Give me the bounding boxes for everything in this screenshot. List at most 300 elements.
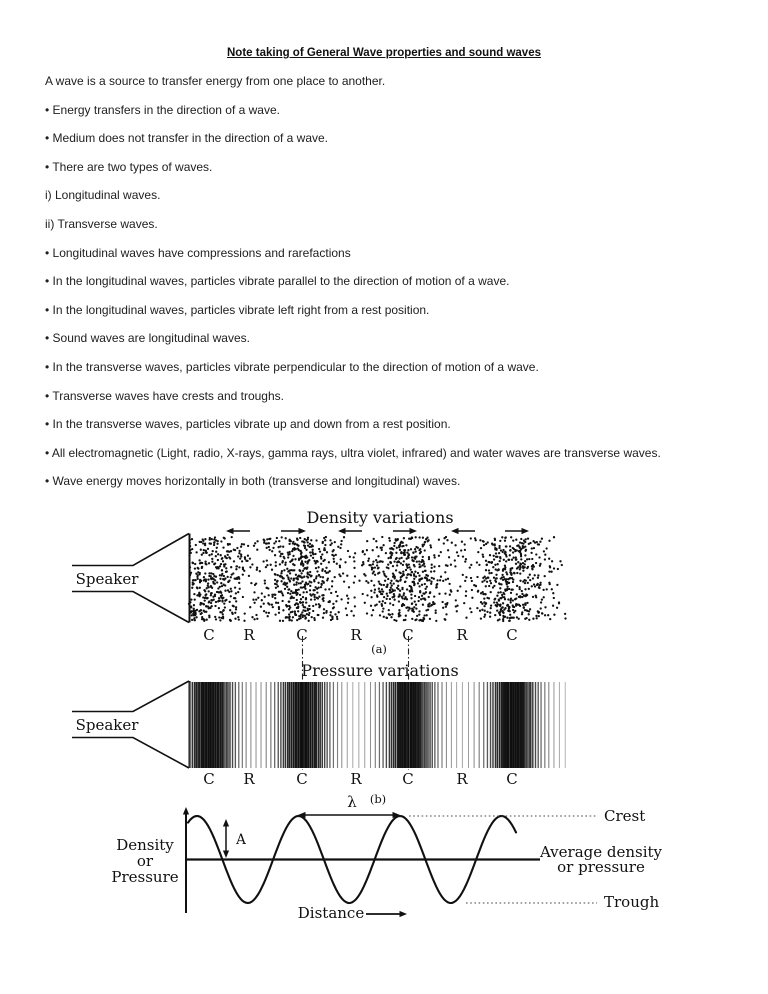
dot — [491, 561, 493, 563]
dot — [268, 542, 270, 544]
dot — [474, 537, 476, 539]
dot — [395, 558, 397, 560]
dot — [398, 557, 400, 559]
dot — [505, 545, 507, 547]
dot — [208, 601, 210, 603]
dot — [199, 587, 201, 589]
dot — [476, 607, 478, 609]
dot — [418, 596, 420, 598]
dot — [506, 604, 508, 606]
dot — [275, 540, 277, 542]
dot — [493, 558, 495, 560]
figure-b-label: (b) — [369, 792, 387, 806]
dot — [413, 606, 415, 608]
dot — [557, 568, 559, 570]
dot — [454, 559, 456, 561]
dot — [395, 539, 397, 541]
notes-list — [45, 67, 740, 496]
dot — [198, 559, 200, 561]
dot — [320, 586, 322, 588]
dot — [410, 568, 412, 570]
dot — [286, 574, 288, 576]
dot — [235, 606, 237, 608]
dot — [504, 568, 506, 570]
dot — [193, 604, 195, 606]
dot — [322, 594, 324, 596]
dot — [505, 582, 507, 584]
dot — [499, 604, 501, 606]
dot — [311, 616, 313, 618]
dot — [282, 609, 284, 611]
dot — [401, 604, 403, 606]
dot — [332, 603, 334, 605]
dot — [282, 620, 284, 622]
dot — [413, 575, 415, 577]
dot — [219, 578, 221, 580]
dot — [350, 610, 352, 612]
dot — [385, 575, 387, 577]
dot — [515, 604, 517, 606]
dot — [392, 572, 394, 574]
dot — [284, 588, 286, 590]
dot — [371, 614, 373, 616]
dot — [235, 592, 237, 594]
dot — [310, 554, 312, 556]
dot — [302, 570, 304, 572]
note-line: • Wave energy moves horizontally in both (transverse and longitudinal) waves. — [45, 474, 461, 489]
dot — [418, 566, 420, 568]
dot — [402, 573, 404, 575]
dot — [526, 558, 528, 560]
dot — [522, 562, 524, 564]
dot — [406, 598, 408, 600]
dot — [223, 565, 225, 567]
dot — [224, 590, 226, 592]
dot — [446, 602, 448, 604]
dot — [512, 581, 514, 583]
dot — [403, 554, 405, 556]
dot — [498, 599, 500, 601]
dot — [368, 564, 370, 566]
dot — [222, 613, 224, 615]
dot — [510, 536, 512, 538]
dot — [411, 590, 413, 592]
dot — [354, 575, 356, 577]
dot — [403, 552, 405, 554]
dot — [382, 571, 384, 573]
dot — [263, 603, 265, 605]
dot — [262, 560, 264, 562]
dot — [276, 537, 278, 539]
dot — [373, 538, 375, 540]
dot — [451, 542, 453, 544]
dot — [424, 583, 426, 585]
dot — [390, 616, 392, 618]
dot — [338, 573, 340, 575]
dot — [282, 594, 284, 596]
dot — [477, 590, 479, 592]
dot — [464, 543, 466, 545]
dot — [418, 575, 420, 577]
dot — [268, 546, 270, 548]
dot — [211, 587, 213, 589]
dot — [201, 562, 203, 564]
dot — [315, 577, 317, 579]
dot — [220, 592, 222, 594]
dot — [230, 588, 232, 590]
dot — [296, 581, 298, 583]
dot — [297, 610, 299, 612]
dot — [372, 563, 374, 565]
dot — [192, 583, 194, 585]
dot — [422, 544, 424, 546]
dot — [390, 580, 392, 582]
dot — [331, 580, 333, 582]
dot — [418, 610, 420, 612]
dot — [323, 612, 325, 614]
dot — [411, 571, 413, 573]
dot — [216, 591, 218, 593]
dot — [296, 619, 298, 621]
dot — [189, 545, 191, 547]
dot — [391, 584, 393, 586]
dot — [503, 559, 505, 561]
note-line: ii) Transverse waves. — [45, 216, 158, 231]
dot — [510, 592, 512, 594]
dot — [442, 607, 444, 609]
dot — [340, 598, 342, 600]
dot — [487, 577, 489, 579]
dot — [242, 573, 244, 575]
dot — [495, 581, 497, 583]
dot — [504, 551, 506, 553]
dot — [336, 616, 338, 618]
dot — [308, 620, 310, 622]
dot — [239, 557, 241, 559]
dot — [463, 602, 465, 604]
dot — [424, 541, 426, 543]
dot — [521, 593, 523, 595]
dot — [417, 547, 419, 549]
dot — [415, 618, 417, 620]
dot — [307, 537, 309, 539]
dot — [238, 566, 240, 568]
dot — [527, 576, 529, 578]
dot — [236, 578, 238, 580]
dot — [551, 588, 553, 590]
dot — [389, 540, 391, 542]
dot — [299, 537, 301, 539]
dot — [346, 575, 348, 577]
dot — [543, 550, 545, 552]
dot — [195, 551, 197, 553]
dot — [373, 591, 375, 593]
dot — [292, 541, 294, 543]
speaker-horn-top-line — [72, 681, 189, 712]
dot — [410, 587, 412, 589]
dot — [217, 559, 219, 561]
dot — [411, 556, 413, 558]
dot — [418, 585, 420, 587]
dot — [353, 556, 355, 558]
dot — [444, 571, 446, 573]
dot — [366, 549, 368, 551]
dot — [495, 568, 497, 570]
dot — [499, 560, 501, 562]
dot — [450, 589, 452, 591]
dot — [520, 558, 522, 560]
dot — [330, 611, 332, 613]
dot — [234, 586, 236, 588]
dot — [269, 549, 271, 551]
dot — [387, 567, 389, 569]
dot — [296, 592, 298, 594]
dot — [298, 582, 300, 584]
dot — [423, 597, 425, 599]
dot — [416, 561, 418, 563]
dot — [418, 613, 420, 615]
dot — [528, 619, 530, 621]
dot — [440, 551, 442, 553]
dot — [290, 540, 292, 542]
dot — [489, 580, 491, 582]
dot — [439, 579, 441, 581]
dot — [427, 603, 429, 605]
dot — [499, 556, 501, 558]
dot — [197, 578, 199, 580]
dot — [278, 591, 280, 593]
dot — [235, 565, 237, 567]
dot — [552, 605, 554, 607]
dot — [403, 619, 405, 621]
dot — [266, 564, 268, 566]
dot — [222, 546, 224, 548]
dot — [381, 536, 383, 538]
dot — [252, 599, 254, 601]
dot — [210, 543, 212, 545]
dot — [331, 618, 333, 620]
dot — [525, 538, 527, 540]
dot — [399, 594, 401, 596]
dot — [460, 549, 462, 551]
dot — [346, 595, 348, 597]
dot — [426, 579, 428, 581]
dot — [500, 549, 502, 551]
dot — [368, 557, 370, 559]
dot — [521, 590, 523, 592]
dot — [272, 606, 274, 608]
dot — [445, 613, 447, 615]
dot — [307, 609, 309, 611]
dot — [221, 600, 223, 602]
dot — [429, 618, 431, 620]
dot — [218, 607, 220, 609]
dot — [400, 557, 402, 559]
dot — [520, 538, 522, 540]
dot — [211, 558, 213, 560]
dot — [430, 604, 432, 606]
dot — [229, 619, 231, 621]
dot — [308, 605, 310, 607]
dot — [297, 578, 299, 580]
dot — [210, 602, 212, 604]
dot — [524, 582, 526, 584]
dot — [551, 560, 553, 562]
dot — [212, 573, 214, 575]
dot — [292, 548, 294, 550]
dot — [508, 559, 510, 561]
average-label-line1: Average density — [539, 843, 663, 861]
dot — [541, 538, 543, 540]
dot — [287, 592, 289, 594]
dot — [502, 615, 504, 617]
dot — [482, 556, 484, 558]
dot — [211, 538, 213, 540]
dot — [543, 596, 545, 598]
dot — [378, 580, 380, 582]
dot — [370, 590, 372, 592]
dot — [349, 556, 351, 558]
dot — [494, 539, 496, 541]
dot — [504, 578, 506, 580]
dot — [492, 543, 494, 545]
dot — [502, 592, 504, 594]
dot — [221, 594, 223, 596]
dot — [303, 568, 305, 570]
dot — [366, 612, 368, 614]
dot — [374, 566, 376, 568]
dot — [527, 537, 529, 539]
dot — [299, 575, 301, 577]
dot — [229, 601, 231, 603]
dot — [505, 588, 507, 590]
dot — [324, 539, 326, 541]
dot — [470, 611, 472, 613]
dot — [343, 580, 345, 582]
dot — [544, 614, 546, 616]
dot — [306, 566, 308, 568]
dot — [299, 570, 301, 572]
dot — [484, 614, 486, 616]
dot — [529, 608, 531, 610]
dot — [189, 566, 191, 568]
dot — [353, 596, 355, 598]
dot — [471, 589, 473, 591]
dot — [297, 544, 299, 546]
dot — [427, 539, 429, 541]
dot — [430, 581, 432, 583]
dot — [302, 614, 304, 616]
dot — [505, 560, 507, 562]
dot — [300, 555, 302, 557]
dot — [188, 554, 190, 556]
dot — [312, 589, 314, 591]
dot — [215, 555, 217, 557]
dot — [515, 559, 517, 561]
dot — [424, 549, 426, 551]
dot — [275, 602, 277, 604]
dot — [202, 538, 204, 540]
dot — [307, 544, 309, 546]
dot — [514, 549, 516, 551]
dot — [265, 611, 267, 613]
dot — [509, 617, 511, 619]
dot — [513, 572, 515, 574]
dot — [190, 552, 192, 554]
dot — [497, 563, 499, 565]
dot — [528, 610, 530, 612]
speaker-a — [72, 534, 190, 623]
dot — [298, 618, 300, 620]
dot — [253, 618, 255, 620]
dot — [564, 613, 566, 615]
dot — [320, 557, 322, 559]
dot — [516, 572, 518, 574]
dot — [547, 614, 549, 616]
dot — [279, 563, 281, 565]
y-axis-label-line2: or — [136, 852, 154, 870]
dot — [539, 541, 541, 543]
dot — [516, 567, 518, 569]
dot — [283, 557, 285, 559]
dot — [521, 611, 523, 613]
dot — [203, 603, 205, 605]
dot — [358, 580, 360, 582]
dot — [457, 555, 459, 557]
dot — [307, 541, 309, 543]
speaker-p — [72, 681, 190, 768]
dot — [189, 542, 191, 544]
dot — [273, 542, 275, 544]
dot — [264, 579, 266, 581]
dot — [234, 549, 236, 551]
dot — [302, 591, 304, 593]
dot — [195, 544, 197, 546]
dot — [477, 551, 479, 553]
dot — [470, 577, 472, 579]
dot — [364, 602, 366, 604]
dot — [313, 617, 315, 619]
dot — [498, 547, 500, 549]
dot — [461, 541, 463, 543]
dot — [304, 561, 306, 563]
figure-a-label: (a) — [371, 642, 387, 656]
dot — [411, 618, 413, 620]
dot — [317, 566, 319, 568]
region-label: C — [506, 770, 518, 788]
dot — [541, 598, 543, 600]
dot — [408, 566, 410, 568]
dot — [401, 588, 403, 590]
dot — [315, 567, 317, 569]
dot — [230, 576, 232, 578]
dot — [276, 583, 278, 585]
dot — [322, 560, 324, 562]
dot — [362, 563, 364, 565]
arrow-head — [451, 528, 459, 534]
dot — [280, 572, 282, 574]
dot — [204, 563, 206, 565]
dot — [329, 600, 331, 602]
dot — [261, 592, 263, 594]
dot — [459, 585, 461, 587]
dot — [230, 590, 232, 592]
dot — [245, 560, 247, 562]
density-variations-title: Density variations — [306, 508, 454, 527]
dot — [286, 582, 288, 584]
dot — [485, 543, 487, 545]
dot — [512, 557, 514, 559]
